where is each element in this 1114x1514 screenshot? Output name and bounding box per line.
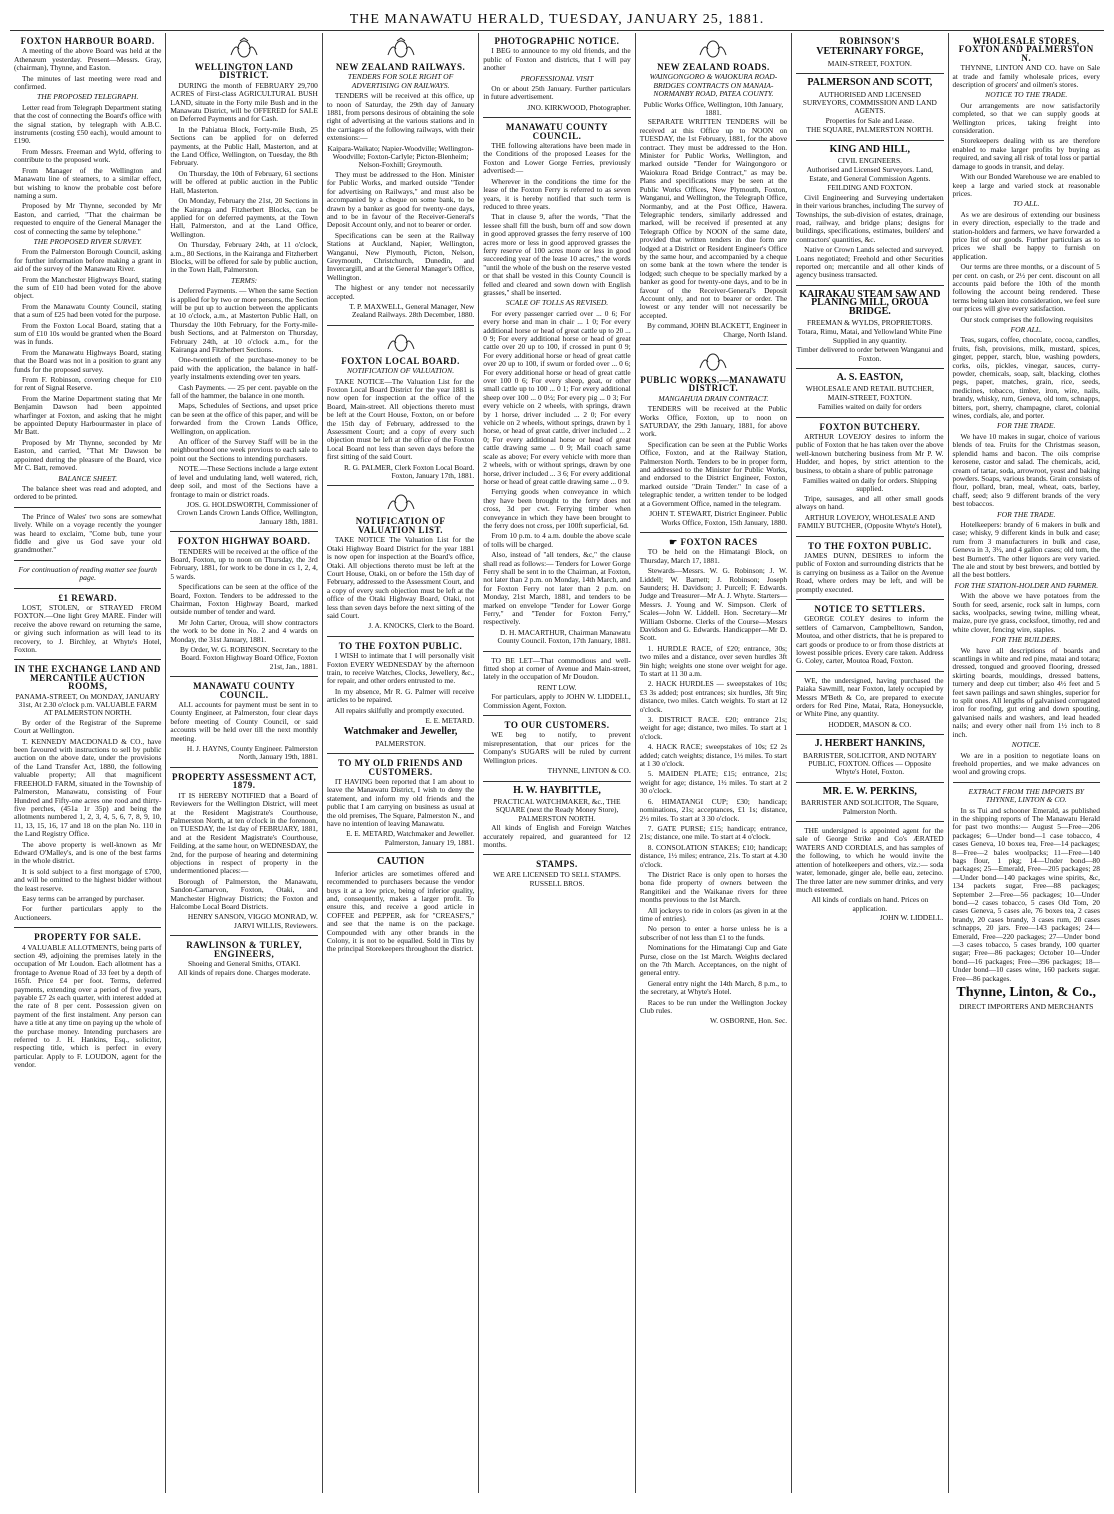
heading: WELLINGTON LAND DISTRICT. — [194, 62, 294, 81]
divider — [796, 599, 943, 600]
subheading: PROFESSIONAL VISIT — [520, 73, 594, 83]
paragraph: MAIN-STREET, FOXTON. — [827, 58, 912, 68]
business-name: A. S. EASTON, — [836, 372, 903, 383]
paragraph: PALMERSTON. — [375, 738, 426, 748]
signature: JOHN T. STEWART, District Engineer. Public Works Office, Foxton, 15th January, 1880. — [649, 509, 788, 527]
paragraph: Deferred Payments. — When the same Section is applied for by two or more persons, the Section will be put up to auction between the applicants at 10 o'clock, a.m., at Masterton Public Hall, on Thursday the 10th February, for the Forty-mile-bush Sections, and at Palmerston on Thursday, February 24th, at 10 o'clock a.m., for the Kairanga and Fitzherbert Sections. — [170, 286, 318, 354]
paragraph: We are in a position to negotiate loans on freehold properties, and we make advances on wool and growing crops. — [952, 750, 1100, 777]
paragraph: From the Manawatu Highways Board, stating that the Board was not in a position to grant any funds for the proposed survey. — [14, 347, 162, 374]
paragraph: WE beg to notify, to prevent misrepresentation, that our prices for the Company's SUGARS will be ruled by current Wellington prices. — [483, 730, 631, 765]
royal-crest-icon — [227, 37, 261, 59]
subheading: NOTICE. — [1011, 740, 1041, 750]
paragraph: FEILDING AND FOXTON. — [827, 183, 913, 193]
paragraph: Properties for Sale and Lease. — [825, 115, 915, 125]
divider — [327, 325, 474, 326]
royal-crest-icon — [384, 331, 418, 353]
column-2 — [166, 33, 322, 1493]
race-item: 2. HACK HURDLES — sweepstakes of 10s; £3 3s added; post entrances; six hurdles, 3ft 9in; distance, two miles. Catch weights. To start at 12 o'clock. — [639, 679, 788, 714]
column-1 — [10, 33, 166, 1493]
paragraph: Maps, Schedules of Sections, and upset price can be seen at the office of this paper, and will be forwarded from the Crown Lands Office, Wellington, on application. — [170, 401, 318, 436]
subheading: FOR ALL. — [1010, 325, 1042, 334]
paragraph: IT HAVING been reported that I am about to leave the Manawatu District, I wish to deny the statement, and inform my old friends and the public that I am carrying on business as usual at the old premises, The Square, Palmerston N., and have no intention of leaving Manawatu. — [326, 777, 475, 829]
paragraph: All kinds of repairs done. Charges moderate. — [177, 968, 311, 978]
paragraph: TO be held on the Himatangi Block, on Thursday, March 17, 1881. — [639, 547, 788, 565]
paragraph: A meeting of the above Board was held at the Athenæum yesterday. Present—Messrs. Gray, (chairman), Thynne, and Easton. — [14, 46, 162, 73]
newspaper-page — [10, 10, 1104, 1494]
paragraph: Races to be run under the Wellington Jockey Club rules. — [639, 997, 788, 1016]
subheading: TO ALL. — [1013, 199, 1040, 209]
race-item: 8. CONSOLATION STAKES; £10; handicap; distance, 1½ miles; entrance, 21s. To start at 4.30 o'clock. — [639, 842, 788, 869]
paragraph: For further particulars apply to the Auctioneers. — [14, 904, 162, 922]
race-item: 3. DISTRICT RACE. £20; entrance 21s; weight for age; distance, two miles. To start at 1 o'clock. — [639, 715, 788, 741]
paragraph: The minutes of last meeting were read and confirmed. — [14, 73, 162, 92]
paragraph: Storekeepers dealing with us are therefore enabled to make larger profits by buying as required, and saving all risk of total loss or partial damage to goods in transit, and delay. — [952, 136, 1100, 171]
paragraph: Families waited on daily for orders. Shipping supplied. — [802, 476, 937, 494]
paragraph: Stewards—Messrs. W. G. Robinson; J. W. Liddell; W. Barnett; J. Robinson; Joseph Saunders; H. Davidson; J. Purcell; F. Edwards. Judge and Treasurer—Mr A. J. Whyte. Starters—Messrs. J. Young and W. Simpson. Clerk of Scales—John W. Liddell. Hon. Secretary—Mr William Osborne. Clerks of the Course—Messrs Davidson and G. Edwards. Handicapper—Mr D. Scott. — [639, 566, 788, 643]
heading: PHOTOGRAPHIC NOTICE. — [494, 36, 620, 46]
paragraph: Specifications can be seen at the office of the Board, Foxton. Tenders to be addressed to the Chairman, Foxton Highway Board, marked outside number of tender and ward. — [170, 582, 318, 617]
heading: IN THE EXCHANGE LAND AND MERCANTILE AUCTION ROOMS, — [14, 664, 161, 692]
heading: MANAWATU COUNTY COUNCIL. — [505, 122, 609, 141]
signature: HENRY SANSON, VIGGO MONRAD, W. JARVI WILLIS, Reviewers. — [187, 912, 318, 930]
subheading: NOTICE TO THE TRADE. — [985, 90, 1068, 100]
paragraph: The above property is well-known as Mr Edward O'Malley's, and is one of the best farms in the whole district. — [14, 839, 162, 866]
heading: FOXTON LOCAL BOARD. — [341, 355, 460, 366]
heading: PROPERTY FOR SALE. — [34, 932, 142, 943]
paragraph: Easy terms can be arranged by purchaser. — [22, 893, 145, 903]
divider — [640, 532, 787, 533]
paragraph: Letter read from Telegraph Department stating that the cost of connecting the Board's office with the signal station, by telegraph with A.B.C. instruments (costing £50 each), would amount to £190. — [14, 102, 162, 146]
subheading: TENDERS FOR SOLE RIGHT OF ADVERTISING ON RAILWAYS. — [347, 72, 454, 90]
divider — [640, 344, 787, 345]
masthead-title: THE MANAWATU HERALD, TUESDAY, JANUARY 25, 1881. — [349, 12, 765, 27]
paragraph: Wherever in the conditions the time for the lease of the Foxton Ferry is referred to as seven years, it is hereby notified that such term is reduced to three years. — [483, 176, 631, 211]
paragraph: No person to enter a horse unless he is a subscriber of not less than £1 to the funds. — [639, 924, 788, 942]
royal-crest-icon — [696, 37, 730, 59]
divider — [796, 536, 943, 537]
subheading: WAINGONGORO & WAIOKURA ROAD-BRIDGES CONTRACTS ON MANAIA-NORMANBY ROAD, PATEA COUNTY. — [649, 72, 778, 99]
subheading: THE PROPOSED RIVER SURVEY. — [33, 236, 142, 246]
heading — [640, 538, 787, 546]
paragraph: On Thursday, the 10th of February, 61 sections will be offered at public auction in the Public Hall, Masterton. — [170, 168, 318, 195]
subheading: BALANCE SHEET. — [58, 473, 118, 483]
paragraph: For particulars, apply to JOHN W. LIDDELL, Commission Agent, Foxton. — [483, 692, 631, 710]
paragraph: From the Manawatu County Council, stating that a sum of £25 had been voted for the purpose. — [14, 301, 162, 320]
paragraph: All kinds of cordials on hand. Prices on application. — [811, 895, 929, 913]
divider — [796, 782, 943, 783]
paragraph: On Monday, February the 21st, 20 Sections in the Kairanga and Fitzherbert Blocks, can be applied for on deferred payments, at the Town Hall, Palmerston, and at the Land Office, Wellington. — [170, 196, 318, 239]
subheading: EXTRACT FROM THE IMPORTS BY THYNNE, LINTON & CO. — [968, 786, 1084, 805]
continuation-note: For continuation of reading matter see fourth page. — [18, 564, 157, 583]
paragraph: JAMES DUNN, DESIRES to inform the public of Foxton and surrounding districts that he is carrying on business as a Tailor on the Avenue Road, where orders may be left, and will be promptly executed. — [796, 550, 944, 594]
business-name: KAIRAKAU STEAM SAW AND PLANING MILL, OROUA BRIDGE. — [799, 288, 941, 317]
column-3 — [323, 33, 479, 1493]
paragraph: PANAMA-STREET, On MONDAY, JANUARY 31st, At 2.30 o'clock p.m. VALUABLE FARM AT PALMERSTON NORTH. — [15, 691, 160, 718]
paragraph: ARTHUR LOVEJOY desires to inform the public of Foxton that he has taken over the above well-known butchering business from Mr P. W. Hudder, and hopes, by strict attention to the business, to obtain a share of public patronage — [796, 432, 944, 475]
heading: FOXTON HARBOUR BOARD. — [20, 36, 155, 46]
paragraph: In my absence, Mr R. G. Palmer will receive articles to be repaired. — [326, 686, 475, 705]
paragraph: Public Works Office, Wellington, 10th January, 1881. — [643, 99, 784, 118]
paragraph: The District Race is only open to horses the bona fide property of owners between the Rangitikei and the Waikanae rivers for three months previous to the 1st March. — [639, 869, 788, 905]
column-4 — [479, 33, 635, 1493]
paragraph: Inferior articles are sometimes offered and recommended to purchasers because the vendor buys it at a low price, being of inferior quality, and, consequently, makes a larger profit. To ensure this, and receive a good article in COFFEE and PEPPER, ask for "CREASE'S," and see that the name is on the package. Compounded with any other brands in the Colony, it is not to be equalled. Sold in Tins by the principal Storekeepers throughout the district. — [326, 868, 475, 954]
paragraph: CIVIL ENGINEERS. — [837, 156, 902, 166]
paragraph: We have all descriptions of boards and scantlings in white and red pine, matai and totara; dressed, tongued and grooved flooring, dressed skirting boards, mouldings, dressed battens, turnery and deep cut timber; also 4½ feet and 5 feet sawn pailings and sawn shingles, superior for to split ones. All lengths of galvanised corrugated iron for roofing, gut ering and down spouting, galvanised nails and washers, and lead headed nails; and every other nail from 1½ inch to 8 inch. — [952, 645, 1100, 739]
heading: TO THE FOXTON PUBLIC. — [808, 540, 932, 551]
paragraph: From the Palmerston Borough Council, asking for further information before making a grant in aid of the survey of the Manawatu River. — [14, 247, 162, 274]
paragraph: Proposed by Mr Thynne, seconded by Mr Easton, and carried, "That Mr Dawson be appointed during the pleasure of the Board, vice Mr C. Batt, removed. — [14, 437, 162, 473]
paragraph: DURING the month of FEBRUARY 29,700 ACRES of First-class AGRICULTURAL BUSH LAND, situate in the Forty mile Bush and in the Manawatu District, will be OFFERED for SALE on Deferred Payments and for Cash. — [170, 80, 318, 124]
race-item: 7. GATE PURSE; £15; handicap; entrance, 21s; distance, one mile. To start at 4 o'clock. — [639, 823, 788, 842]
race-item: 4. HACK RACE; sweepstakes of 10s; £2 2s added; catch weights; distance, 1½ miles. To start at 1 30 o'clock. — [639, 742, 788, 769]
paragraph: From Manager of the Wellington and Manawatu line of steamers, to a similar effect, but wishing to know the probable cost before naming a sum. — [14, 165, 162, 200]
heading: STAMPS. — [536, 859, 578, 870]
paragraph: ALL accounts for payment must be sent in to County Engineer, at Palmerston, four clear days before meeting of County Council, or said accounts will be held over till the next monthly meeting. — [170, 700, 318, 743]
business-name: H. W. HAYBITTLE, — [513, 784, 601, 796]
paragraph: DIRECT IMPORTERS AND MERCHANTS — [959, 1002, 1094, 1012]
divider — [170, 676, 317, 677]
heading: £1 REWARD. — [58, 592, 117, 603]
paragraph: TENDERS will be received at this office, up to noon of Saturday, the 29th day of January 1881, from persons desirous of obtaining the sole right of advertising at the various stations and in the carriages of the following railways, with their extensions:— — [326, 91, 475, 143]
paragraph: From the Foxton Local Board, stating that a sum of £10 10s would be granted when the Board was in funds. — [14, 320, 162, 347]
paragraph: T. KENNEDY MACDONALD & CO., have been favoured with instructions to sell by public auction on the above date, under the provisions of the Land Transfer Act, 1880, the following valuable property; All that magnificent FREEHOLD FARM, situated in the Township of Palmerston, Manawatu, consisting of Four Hundred and Fifty-one acres one rood and thirty-five perches, (451a 1r 35p) and being the allotments numbered 1, 2, 3, 4, 5, 6, 7, 8, 9, 10, 11, 13, 15, 16, 17 and 18 on the plan No. 110 in the Land Registry Office. — [14, 736, 162, 839]
paragraph: I WISH to intimate that I will personally visit Foxton EVERY WEDNESDAY by the afternoon train, to receive Watches, Clocks, Jewellery, &c., for repair, and other orders entrusted to me. — [326, 651, 475, 686]
signature: JOS. G. HOLDSWORTH, Commissioner of Crown Lands Crown Lands Office, Wellington, January 18th, 1881. — [177, 499, 318, 526]
paragraph: Timber delivered to order between Wanganui and Foxton. — [796, 345, 943, 363]
signature: JOHN W. LIDDELL. — [879, 913, 944, 923]
paragraph: On Thursday, February 24th, at 11 o'clock, a.m., 80 Sections, in the Kairanga and Fitzherbert Blocks, will be offered for sale by public auction, in the Town Hall, Palmerston. — [170, 240, 318, 275]
columns — [10, 33, 1104, 1493]
divider — [483, 715, 630, 716]
paragraph: Specification can be seen at the Public Works Office, Foxton, and at the Railway Station, Palmerston North. Tenders to be in proper form, and addressed to the Minister for Public Works, and endorsed to the District Engineer, Foxton, marked outside "Drain Tender." In case of a telegraphic tender, a written tender to be lodged at a Government Office, named in the telegram. — [639, 439, 788, 508]
paragraph: WE ARE LICENSED TO SELL STAMPS. — [493, 869, 621, 879]
paragraph: From Messrs. Freeman and Wyld, offering to contribute to the proposed work. — [14, 146, 162, 165]
paragraph: From the Manchester Highways Board, stating the sum of £10 had been voted for the above object. — [14, 274, 162, 301]
business-name: J. HERBERT HANKINS, — [814, 738, 925, 750]
paragraph: THE SQUARE, PALMERSTON NORTH. — [806, 125, 934, 135]
divider — [14, 507, 161, 508]
paragraph: We have 10 makes in sugar, choice of various blends of tea. Fruits for the Christmas season, splendid hams and bacon. The oils comprise kerosene, castor and salad. The chemicals, acid, cream of tartar, soda, arrowroot, yeast and baking powders. Soaps, various brands. Grain consists of flour, pollard, bran, meal, wheat, oats, barley, chaff, seed; also 9 different brands of the very best tobaccos. — [952, 431, 1100, 509]
divider — [170, 767, 317, 768]
paragraph: That in clause 9, after the words, "That the lessee shall fill the bush, burn off and sow down in good approved grasses the ferry reserve of 100 acres more or less in good approved grasses the ferry reserve of 100 acres more or less in good succeeding year of the lease 10 acres," the words "until the whole of the bush on the reserve vested or that shall be vested in this County Council is felled and cleared and sown down with English grasses," shall be inserted. — [483, 212, 631, 297]
race-item: 5. MAIDEN PLATE; £15; entrance, 21s; weight for age; distance, 1½ miles. To start at 2 30 o'clock. — [639, 769, 788, 796]
paragraph: Our stock comprises the following requisites — [960, 314, 1093, 324]
paragraph: Civil Engineering and Surveying undertaken in their various branches, including The survey of Townships, the sub-division of estates, drainage, road, railway, and bridge plans; designs for buildings, specifications, estimates, builders' and contractors' quantities, &c. — [796, 192, 944, 244]
divider — [14, 927, 161, 928]
paragraph: NOTE.—These Sections include a large extent of level and undulating land, well watered, rich, deep soil, and most of the Sections have a frontage to main or district roads. — [170, 464, 318, 499]
signature: J. A. KNOCKS, Clerk to the Board. — [368, 621, 475, 631]
paragraph: 4 VALUABLE ALLOTMENTS, being parts of section 49, adjoining the premises lately in the occupation of Mr Loudon. Each allotment has a frontage to Avenue Road of 33 feet by a depth of 165ft. Price £4 per foot. Terms, deferred payments, extending over a period of five years, payable £7 2s each quarter, with interest added at the rate of 8 per cent. Possession given on payment of the first instalment. Any person can have a title at any time on paying up the whole of the purchase money. Intending purchasers are referred to J. H. Hankins, Esq., solicitor, respecting title, which is perfect in every particular. Apply to F. LOUDON, agent for the vendor. — [14, 942, 162, 1070]
heading: WHOLESALE STORES, FOXTON AND PALMERSTON N. — [958, 36, 1094, 63]
paragraph: Kaipara-Waikato; Napier-Woodville; Wellington-Woodville; Foxton-Carlyle; Picton-Blenheim; Nelson-Foxhill; Greymouth. — [327, 143, 474, 170]
paragraph: TAKE NOTICE The Valuation List for the Otaki Highway Board District for the year 1881 is now open for inspection at the Board's office, Otaki. All objections thereto must be left at the Court House, Otaki, on or before the 15th day of February, addressed to the Assessment Court, and a copy of every such objection must be left at the office of the Otaki Highway Board, Otaki, not less than seven days before the next sitting of the said Court. — [326, 535, 475, 620]
signature: HODDER, MASON & CO. — [828, 719, 912, 729]
paragraph: All kinds of English and Foreign Watches accurately repaired, and guaranteed for 12 months. — [483, 823, 631, 849]
heading: TO OUR CUSTOMERS. — [504, 720, 610, 731]
paragraph: FREEMAN & WYLDS, PROPRIETORS. — [807, 317, 933, 327]
paragraph: The Prince of Wales' two sons are somewhat lively. While on a voyage recently the younger was heard to exclaim, "Come bub, tune your fiddle and give us God save your old grandmother." — [14, 511, 162, 555]
heading-text: FOXTON RACES — [680, 536, 758, 547]
divider — [796, 73, 943, 74]
divider — [14, 659, 161, 660]
heading: RAWLINSON & TURLEY, ENGINEERS, — [186, 940, 303, 959]
business-name: VETERINARY FORGE, — [816, 46, 924, 58]
paragraph: Our terms are three months, or a discount of 5 per cent. on cash, or 2½ per cent. discount on all accounts paid before the 10th of the month following the account being rendered. These terms being taken into consideration, we feel sure our prices will give every satisfaction. — [952, 262, 1100, 314]
paragraph: An officer of the Survey Staff will be in the neighbourhood one week previous to each sale to point out the Sections to intending purchasers. — [170, 437, 318, 463]
paragraph: All repairs skilfully and promptly executed. — [334, 705, 465, 715]
paragraph: Native or Crown Lands selected and surveyed. Loans negotiated; Freehold and other Securities reported on; mercantile and all other kinds of agency business transacted. — [796, 245, 944, 280]
paragraph: Hotelkeepers: brandy of 6 makers in bulk and case; whisky, 9 different kinds in bulk and case; rum from 3 manufacturers in bulk and case, Geneva in 3, 3½, and 4 gallon cases; old tom, the best Burnett's. The other liquors are very varied. The ale and stout by best brewers, and bottled by all the best bottlers. — [952, 519, 1100, 580]
paragraph: With our Bonded Warehouse we are enabled to keep a large and varied stock at reasonable prices. — [952, 172, 1100, 198]
paragraph: They must be addressed to the Hon. Minister for Public Works, and marked outside "Tender for advertising on Railways," and must also be accompanied by a cheque on some bank, to be drawn by a banker as good for twenty-one days, and to be in favour of the Receiver-General's Deposit Account only, and not to bearer or order. — [326, 169, 475, 230]
paragraph: Specifications can be seen at the Railway Stations at Auckland, Napier, Wellington, Wanganui, New Plymouth, Picton, Nelson, Greymouth, Christchurch, Dunedin, and Invercargill, and at the General Manager's Office, Wellington. — [326, 230, 475, 282]
divider — [796, 734, 943, 735]
subheading: FOR THE TRADE. — [997, 509, 1056, 519]
heading: PUBLIC WORKS.—MANAWATU DISTRICT. — [640, 375, 787, 394]
paragraph: Families waited on daily for orders — [817, 402, 922, 412]
divider — [170, 935, 317, 936]
paragraph: From F. Robinson, covering cheque for £10 for rent of Signal Reserve. — [14, 375, 162, 393]
paragraph: One-twentieth of the purchase-money to be paid with the application, the balance in half-yearly instalments extending over ten years. — [170, 355, 318, 382]
paragraph: WE, the undersigned, having purchased the Paiaka Sawmill, near Foxton, lately occupied by Messrs M'Beth & Co, are prepared to execute orders for Red Pine, Matai, Rata, Honeysuckle, or White Pine, any quantity. — [796, 675, 944, 719]
paragraph: By order of the Registrar of the Supreme Court at Wellington. — [14, 717, 162, 736]
business-name: PALMERSON AND SCOTT, — [807, 77, 933, 89]
heading: NEW ZEALAND ROADS. — [657, 62, 770, 72]
paragraph: The balance sheet was read and adopted, and ordered to be printed. — [14, 483, 162, 502]
signature: W. OSBORNE, Hon. Sec. — [709, 1016, 788, 1026]
signature: By Order, W. G. ROBINSON. Secretary to the Board. Foxton Highway Board Office, Foxton 21st, Jan., 1881. — [179, 645, 318, 671]
paragraph: All jockeys to ride in colors (as given in at the time of entries). — [639, 905, 788, 923]
subheading: TERMS: — [231, 275, 258, 285]
paragraph: Borough of Palmerston, the Manawatu, Sandon-Carnarvon, Foxton, Otaki, and Manchester Highway Districts; the Foxton and Halcombe Local Board Districts. — [170, 876, 318, 911]
column-5 — [636, 33, 792, 1493]
heading: FOXTON HIGHWAY BOARD. — [177, 536, 311, 547]
masthead — [10, 10, 1104, 31]
paragraph: BARRISTER, SOLICITOR, AND NOTARY PUBLIC, FOXTON. Offices — Opposite Whyte's Hotel, Foxton. — [802, 750, 937, 777]
paragraph: Mr John Carter, Oroua, will show contractors the work to be done in No. 2 and 4 wards on Monday, the 31st January, 1881. — [170, 617, 318, 644]
paragraph: Cash Payments. — 25 per cent. payable on the fall of the hammer, the balance in one month. — [170, 382, 318, 401]
divider — [327, 753, 474, 754]
divider — [796, 368, 943, 369]
signature: THYNNE, LINTON & CO. — [547, 766, 631, 776]
subheading: SCALE OF TOLLS AS REVISED. — [505, 298, 609, 308]
divider — [483, 651, 630, 652]
toll-scale: For every passenger carried over ... 0 6; For every horse and man in chair ... 1 0; For every additional horse or head of great cattle up to 20 ... 0 9; For every additional horse or head of great cattle over 20 up to 100, if crossed in punt 0 9; For every additional horse or head of great cattle over 20 up to 100, if swum or forded over ... 0 6; For every additional horse or head of great cattle over 100 0 6; For every sheep, goat, or other small cattle up to 100 ... 0 1; For every additional sheep over 100 ... 0 0½; For every pig ... 0 3; For every vehicle on 2 wheels, with springs, drawn by 1 horse, driver included ... 2 0; For every vehicle on 2 wheels, without springs, drawn by 1 horse, or head of great cattle, driver included ... 2 0; For every additional horse or head of great cattle drawing same ... 0 9; Mail coach same scale as above; For every vehicle with more than 2 wheels, with or without springs, drawn by one horse, driver included ... 3 6; For every additional horse or head of great cattle drawing same ... 0 9. — [483, 308, 631, 486]
divider — [796, 417, 943, 418]
paragraph: From 10 p.m. to 4 a.m. double the above scale of tolls will be charged. — [483, 531, 631, 549]
paragraph: Totara, Rimu, Matai, and Yellowland White Pine Supplied in any quantity. — [797, 327, 942, 345]
divider — [796, 671, 943, 672]
business-name: Watchmaker and Jeweller, — [343, 726, 458, 738]
paragraph: TO BE LET—That commodious and well-fitted shop at corner of Avenue and Main-street, lately in the occupation of Mr Doudon. — [483, 655, 631, 682]
paragraph: From the Marine Department stating that Mr Benjamin Dawson had been appointed wharfinger at Foxton, and asking that he might be appointed Deputy Harbourmaster in place of Mr Batt. — [14, 393, 162, 437]
divider — [327, 852, 474, 853]
subheading: FOR THE BUILDERS. — [991, 635, 1062, 645]
caution-banner: CAUTION — [376, 856, 425, 868]
divider — [796, 285, 943, 286]
paragraph: LOST, STOLEN, or STRAYED FROM FOXTON.—One light Grey MARE. Finder will receive the above reward on returning the same, or giving such information as will lead to its recovery, to J. Birchley, at Whyte's Hotel, Foxton. — [14, 602, 162, 654]
paragraph: GEORGE COLEY desires to inform the settlers of Carnarvon, Campbelltown, Sandon, Moutoa, and other districts, that he is prepared to cart goods or produce to or from those districts at lowest possible prices. Every care taken. Address G. Coley, carter, Moutoa Road, Foxton. — [796, 614, 944, 666]
paragraph: On or about 25th January. Further particulars in future advertisement. — [483, 84, 631, 102]
paragraph: Our arrangements are now satisfactorily completed, so that we can supply goods at Wellington prices, taking freight into consideration. — [952, 100, 1100, 136]
divider — [796, 140, 943, 141]
business-name: Thynne, Linton, & Co., — [956, 985, 1097, 1001]
paragraph: THYNNE, LINTON AND CO. have on Sale at trade and family wholesale prices, every description of grocers' and oilmen's stores. — [952, 63, 1100, 90]
divider — [170, 531, 317, 532]
divider — [953, 782, 1100, 783]
import-list: In ss Tui and schooner Emerald, as published in the shipping reports of The Manawatu Herald for past two months:— August 5—Free—206 packages; 6—Under bond—1 case tobacco, 4 cases Geneva, 10 boxes tea, Free—14 packages; 8—Free—2 bales woolpacks; 11—Free—140 bags flour, 1 pkg; 14—Under bond—80 packages; 25—Emerald, Free—205 packages; 28—Under bond—140 packages wine spirits, &c, 134 packets sugar, Free—88 packages; September 2—Free—56 packages; 10—Under bond—2 cases tobacco, 5 cases Old Tom, 20 cases Geneva, 5 cases ale, 76 boxes tea, 2 cases brandy, 20 cases brandy, 3 cases rum, 20 cases schnapps, 20 jars. Free—143 packages; 24—Emerald, Free—220 packages; 27—Under bond—3 cases tobacco, 5 cases brandy, 100 quarter sugar; Free—86 packages; October 10—Under bond—16 packages; Free—396 packages; 18—Under bond—10 cases wine, 160 packets sugar. Free—86 packages. — [952, 805, 1100, 983]
paragraph: Authorised and Licensed Surveyors. Land, Estate, and General Commission Agents. — [806, 165, 934, 183]
divider — [327, 636, 474, 637]
business-name: KING AND HILL, — [829, 143, 910, 155]
subheading: NOTIFICATION OF VALUATION. — [347, 366, 455, 376]
paragraph: THE undersigned is appointed agent for the sale of George Strike and Co's ÆRATED WATERS AND CORDIALS, and has samples of the following, to which he would invite the attention of hotelkeepers and others, viz.:— soda water, lemonade, ginger ale, belle eau, zetecino. The three latter are new summer drinks, and very much esteemed. — [796, 826, 944, 894]
heading: NEW ZEALAND RAILWAYS. — [335, 62, 466, 72]
signature: D. H. MACARTHUR, Chairman Manawatu County Council. Foxton, 17th January, 1881. — [497, 627, 631, 646]
paragraph: THE following alterations have been made in the Conditions of the proposed Leases for the Foxton and Lower Gorge Ferries, previously advertised:— — [483, 141, 631, 176]
paragraph: In the Pahiatua Block, Forty-mile Bush, 25 Sections can be applied for on deferred payments, at the Public Hall, Masterton, and at the Land Office, Wellington, on Tuesday, the 8th February. — [170, 124, 318, 168]
heading: FOXTON BUTCHERY. — [819, 421, 921, 432]
paragraph: WHOLESALE AND RETAIL BUTCHER, MAIN-STREET, FOXTON. — [805, 384, 934, 402]
race-item: 1. HURDLE RACE, of £20; entrance, 30s; two miles and a distance, over seven hurdles 3ft 9in high; weights one stone over weight for age. To start at 11 30 a.m. — [639, 643, 788, 678]
divider — [14, 560, 161, 561]
pointing-hand-icon: ☛ — [669, 536, 681, 547]
heading: MANAWATU COUNTY COUNCIL. — [193, 681, 296, 700]
divider — [796, 821, 943, 822]
column-7 — [949, 33, 1104, 1493]
royal-crest-icon — [384, 491, 418, 513]
paragraph: AUTHORISED AND LICENSED SURVEYORS, COMMISSION AND LAND AGENTS. — [802, 89, 937, 116]
race-item: 6. HIMATANGI CUP; £30; handicap; nominations, 21s; acceptances, £1 1s; distance, 2½ miles. To start at 3 30 o'clock. — [639, 796, 788, 823]
subheading: MANGAHUIA DRAIN CONTRACT. — [658, 393, 769, 403]
heading: TO MY OLD FRIENDS AND CUSTOMERS. — [338, 758, 464, 777]
paragraph: As we are desirous of extending our business in every direction, especially to the trade and station-holders and farmers, we have forwarded a price list of our goods. Further particulars as to prices we shall be happy to furnish on application. — [952, 209, 1100, 261]
signature: ARTHUR LOVEJOY, WHOLESALE AND FAMILY BUTCHER, (Opposite Whyte's Hotel), — [797, 512, 942, 531]
paragraph: RENT LOW. — [537, 682, 577, 692]
signature: JNO. KIRKWOOD, Photographer. — [527, 102, 631, 112]
paragraph: Ferrying goods when conveyance in which they have been brought to the ferry does not cross, 3d per cwt. Ferrying timber when conveyance in which they have been brought to the ferry does not cross, per 100ft superficial, 6d. — [483, 487, 631, 530]
paragraph: Proposed by Mr Thynne, seconded by Mr Easton, and carried, "That the chairman be requested to enquire of the General Manager the cost of connecting the same by telephone." — [14, 201, 162, 236]
paragraph: Nominations for the Himatangi Cup and Gate Purse, close on the 1st March. Weights declared on the 7th March. Acceptances, on the night of general entry. — [639, 943, 788, 978]
signature: E. E. METARD, Watchmaker and Jeweller. Palmerston, January 19, 1881. — [346, 829, 475, 847]
business-name: MR. E. W. PERKINS, — [822, 785, 917, 797]
divider — [483, 781, 630, 782]
paragraph: I BEG to announce to my old friends, and the public of Foxton and districts, that I will pay another — [483, 46, 631, 73]
heading: NOTIFICATION OF VALUATION LIST. — [355, 516, 446, 535]
heading: PROPERTY ASSESSMENT ACT, 1879. — [171, 771, 317, 791]
heading: ROBINSON'S — [839, 36, 901, 46]
paragraph: Also, instead of "all tenders, &c," the clause shall read as follows:— Tenders for Lower Gorge Ferry shall be sent in to the Chairman, at Foxton, not later than 2 p.m. on Monday, 14th March, and for Foxton Ferry not later than 2 p.m. on Monday, 21st March, 1881, and tenders to be marked on envelope "Tender for Lower Gorge Ferry," and "Tender for Foxton Ferry," respectively. — [483, 550, 631, 627]
paragraph: Shoeing and General Smiths, OTAKI. — [187, 959, 301, 968]
paragraph: PRACTICAL WATCHMAKER, &c., THE SQUARE (next the Ready Money Store), PALMERSTON NORTH. — [493, 796, 621, 823]
column-6 — [792, 33, 948, 1493]
signature: H. J. HAYNS, County Engineer. Palmerston North, January 19th, 1881. — [186, 744, 318, 762]
heading: NOTICE TO SETTLERS. — [814, 603, 926, 614]
signature: R. G. PALMER, Clerk Foxton Local Board. Foxton, January 17th, 1881. — [343, 462, 475, 481]
signature: RUSSELL BROS. — [529, 879, 585, 889]
paragraph: BARRISTER AND SOLICITOR, The Square, Palmerston North. — [800, 798, 939, 816]
signature: By command, JOHN BLACKETT, Engineer in Charge, North Island. — [647, 321, 788, 339]
paragraph: Teas, sugars, coffee, chocolate, cocoa, candles, fruits, fish, provisions, milk, mustard, spices, ginger, pepper, starch, blue, washing powders, corks, oils, pickles, vinegar, sauces, curry-powder, chemicals, soap, salt, blacking, clothes pegs, paper, matches, grain, rice, seeds, medicines, tobacco, timber, iron, wire, nails, brandy, whisky, rum, Geneva, old tom, schnapps, bitters, port, sherry, champagne, claret, colonial wines, cordials, ale, and porter. — [952, 335, 1100, 421]
paragraph: It is sold subject to a first mortgage of £700, and will be omitted to the highest bidder without the least reserve. — [14, 866, 162, 893]
divider — [14, 588, 161, 589]
paragraph: TAKE NOTICE—The Valuation List for the Foxton Local Board District for the year 1881 is now open for inspection at the office of the Board, Main-street. All objections thereto must be left at the Court House, Foxton, on or before the 15th day of February, addressed to the Assessment Court; and a copy of every such objection must be left at the office of the Foxton Local Board not less than seven days before the first sitting of the said Court. — [326, 376, 475, 462]
signature: E. E. METARD. — [425, 716, 475, 725]
paragraph: Tripe, sausages, and all other small goods always on hand. — [796, 493, 944, 512]
paragraph: TENDERS will be received at the Public Works Office, Foxton, up to noon on SATURDAY, the 29th January, 1881, for above work. — [639, 404, 788, 439]
paragraph: IT IS HEREBY NOTIFIED that a Board of Reviewers for the Wellington District, will meet at the Resident Magistrate's Courthouse, Palmerston North, at ten o'clock in the forenoon, on TUESDAY, the 1st day of FEBRUARY, 1881, and at the Resident Magistrate's Courthouse, Feilding, at the same hour, on WEDNESDAY, the 2nd, for the purpose of hearing and determining objections in respect of property in the undermentioned places:— — [170, 790, 318, 876]
divider — [483, 117, 630, 118]
paragraph: With the above we have potatoes from the South for seed, arsenic, rock salt in lumps, corn sacks, woolpacks, sewing twine, milling wheat, maize, pure rye grass, cocksfoot, timothy, red and white clover, fencing wire, staples. — [952, 591, 1100, 634]
royal-crest-icon — [384, 37, 418, 59]
royal-crest-icon — [696, 350, 730, 372]
paragraph: General entry night the 14th March, 8 p.m., to the secretary, at Whyte's Hotel. — [639, 978, 788, 997]
paragraph: TENDERS will be received at the office of the Board, Foxton, up to noon on Thursday, the 3rd February, 1881, for work to be done in cs 1, 2, 4, 5 wards. — [170, 546, 318, 581]
subheading: THE PROPOSED TELEGRAPH. — [36, 92, 139, 102]
heading: TO THE FOXTON PUBLIC. — [338, 640, 463, 651]
paragraph: SEPARATE WRITTEN TENDERS will be received at this Office up to NOON on TUESDAY, the 1st February, 1881, for the above contract. They must be addressed to the Hon. Minister for Public Works, Wellington, and marked outside "Tender for Waingongoro or Waiokura Road Bridge Contract," as may be. Plans and specifications may be seen at the Public Works Offices, New Plymouth, Foxton, Wanganui, and Wellington, the Telegraph Office, Normanby, and at the Post Office, Hawera. Telegraphic tenders, similarly addressed and marked, will be received if presented at any Telegraph Office by NOON of the same date, provided that written tenders in due form are lodged at a District or Resident Engineer's Office by the same hour, and accompanied by a cheque on some bank at the town where the tender is lodged; such cheque to be specially marked by a banker as good for twenty-one days, and to be in favour of the Receiver-General's Deposit Account only, and not to bearer or order. The lowest or any tender will not necessarily be accepted. — [639, 117, 788, 320]
subheading: FOR THE STATION-HOLDER AND FARMER. — [954, 580, 1099, 590]
signature: T. P. MAXWELL, General Manager, New Zealand Railways. 28th December, 1880. — [349, 301, 475, 320]
subheading: FOR THE TRADE. — [997, 421, 1056, 431]
paragraph: The highest or any tender not necessarily accepted. — [326, 283, 475, 301]
divider — [327, 485, 474, 486]
divider — [483, 854, 630, 855]
